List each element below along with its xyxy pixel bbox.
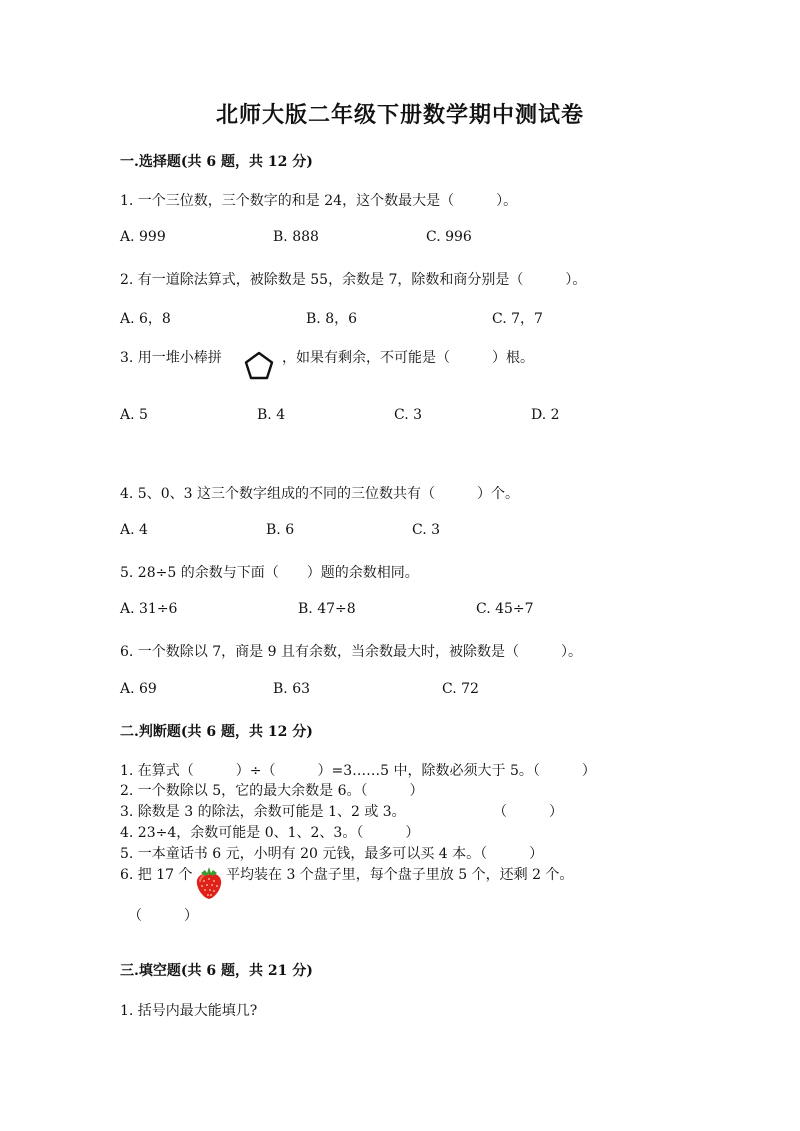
judge-item-6-part-a: 6. 把 17 个 — [120, 867, 193, 883]
q6-option-a: A. 69 — [120, 681, 157, 697]
judge-item-3: 3. 除数是 3 的除法，余数可能是 1、2 或 3。 — [120, 804, 406, 820]
judge-item-4: 4. 23÷4，余数可能是 0、1、2、3。（ ） — [120, 825, 420, 841]
q2-option-c: C. 7，7 — [492, 311, 543, 327]
section-heading-fill: 三.填空题(共 6 题，共 21 分) — [120, 963, 313, 979]
q5-option-b: B. 47÷8 — [298, 601, 356, 617]
q5-option-c: C. 45÷7 — [476, 601, 534, 617]
page-title: 北师大版二年级下册数学期中测试卷 — [215, 102, 584, 128]
question-6: 6. 一个数除以 7，商是 9 且有余数，当余数最大时，被除数是（ ）。 — [120, 644, 582, 660]
q3-option-c: C. 3 — [394, 407, 423, 423]
q2-option-a: A. 6，8 — [120, 311, 171, 327]
q6-option-c: C. 72 — [442, 681, 479, 697]
q5-option-a: A. 31÷6 — [120, 601, 178, 617]
question-2: 2. 有一道除法算式，被除数是 55，余数是 7，除数和商分别是（ ）。 — [120, 272, 587, 288]
pentagon-icon — [243, 350, 275, 382]
q1-option-c: C. 996 — [426, 229, 472, 245]
q4-option-a: A. 4 — [120, 522, 148, 538]
question-4: 4. 5、0、3 这三个数字组成的不同的三位数共有（ ）个。 — [120, 486, 519, 502]
fill-question-1: 1. 括号内最大能填几? — [120, 1003, 258, 1019]
judge-item-1: 1. 在算式（ ）÷（ ）=3……5 中，除数必须大于 5。（ ） — [120, 763, 596, 779]
strawberry-icon — [194, 864, 224, 900]
question-5: 5. 28÷5 的余数与下面（ ）题的余数相同。 — [120, 565, 419, 581]
judge-item-6-part-b: 平均装在 3 个盘子里，每个盘子里放 5 个，还剩 2 个。 — [226, 867, 574, 883]
judge-item-2: 2. 一个数除以 5，它的最大余数是 6。（ ） — [120, 783, 424, 799]
q1-option-a: A. 999 — [120, 229, 166, 245]
q1-option-b: B. 888 — [273, 229, 319, 245]
judge-item-6-paren: （ ） — [128, 908, 198, 924]
q3-option-d: D. 2 — [531, 407, 560, 423]
q3-option-b: B. 4 — [257, 407, 286, 423]
judge-item-5: 5. 一本童话书 6 元，小明有 20 元钱，最多可以买 4 本。（ ） — [120, 846, 544, 862]
q2-option-b: B. 8，6 — [306, 311, 358, 327]
question-3-part-a: 3. 用一堆小棒拼 — [120, 350, 222, 366]
q6-option-b: B. 63 — [273, 681, 311, 697]
q4-option-c: C. 3 — [412, 522, 441, 538]
section-heading-judge: 二.判断题(共 6 题，共 12 分) — [120, 724, 313, 740]
section-heading-choice: 一.选择题(共 6 题，共 12 分) — [120, 154, 313, 170]
judge-item-3-paren: （ ） — [493, 804, 563, 820]
question-1: 1. 一个三位数，三个数字的和是 24，这个数最大是（ ）。 — [120, 193, 518, 209]
q4-option-b: B. 6 — [266, 522, 295, 538]
q3-option-a: A. 5 — [120, 407, 148, 423]
question-3-part-b: ，如果有剩余，不可能是（ ）根。 — [282, 350, 534, 366]
